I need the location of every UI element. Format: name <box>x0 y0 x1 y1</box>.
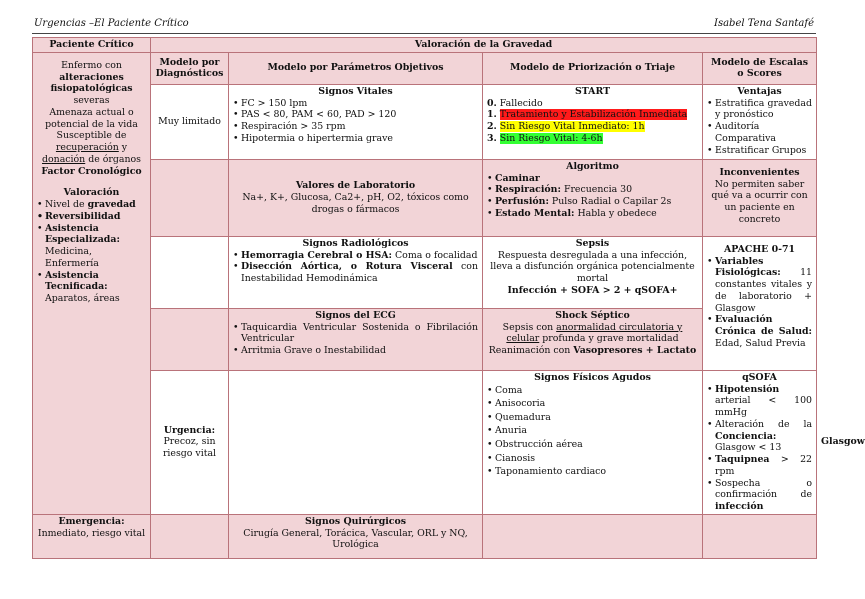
valoracion-item: • Nivel de gravedad <box>37 199 146 211</box>
start-item: 1. Tratamiento y Estabilización Inmediata <box>487 109 688 121</box>
urgencia-text: Precoz, sin riesgo vital <box>162 436 217 460</box>
main-header: Valoración de la Gravedad <box>151 38 817 53</box>
fisicos-list <box>487 384 698 479</box>
critico-l6-end: de órganos <box>85 153 141 165</box>
empty-cell <box>229 370 483 514</box>
list-item: • Estratificar Grupos <box>707 145 812 157</box>
start-list <box>487 98 698 145</box>
signos-vitales-title: Signos Vitales <box>318 85 393 97</box>
empty-cell <box>151 236 229 308</box>
qsofa-cell <box>703 370 817 514</box>
sepsis-text: Respuesta desregulada a una infección, lleva a disfunción orgánica potencialmente mortal <box>490 249 695 284</box>
apache-title: APACHE 0-71 <box>723 243 796 255</box>
list-item: • Caminar <box>487 173 698 185</box>
list-item: • Variables Fisiológicas: 11 constantes vitales y de laboratorio + Glasgow <box>707 256 812 315</box>
list-item: • Obstrucción aérea <box>487 438 698 452</box>
apache-cell <box>703 236 817 370</box>
list-item: • Alteración de la Conciencia: Glasgow < 13 <box>707 419 812 454</box>
emergencia-cell <box>33 514 151 558</box>
list-item: • PAS < 80, PAM < 60, PAD > 120 <box>233 109 478 121</box>
apache-list <box>707 256 812 350</box>
start-item: 3. Sin Riesgo Vital: 4-6h <box>487 132 603 144</box>
list-item: • Anuria <box>487 424 698 438</box>
col-header-escalas: Modelo de Escalas o Scores <box>703 52 817 84</box>
laboratorio-text: Na+, K+, Glucosa, Ca2+, pH, O2, tóxicos como drogas o fármacos <box>242 191 469 215</box>
critico-l2: alteraciones fisiopatológicas <box>50 71 133 95</box>
critico-l5: Susceptible de <box>56 130 127 142</box>
list-item: • Taquipnea > 22 rpm <box>707 454 812 478</box>
critico-l7: Factor Cronológico <box>41 165 142 177</box>
valoracion-item: • Asistencia Tecnificada: Aparatos, áreas <box>37 270 146 305</box>
critico-l6-u2: donación <box>42 153 86 165</box>
list-item: • Sospecha o confirmación de infección <box>707 478 812 513</box>
valoracion-item: • Reversibilidad <box>37 211 146 223</box>
algoritmo-title: Algoritmo <box>566 160 619 172</box>
algoritmo-list <box>487 173 698 220</box>
list-item: • Hemorragia Cerebral o HSA: Coma o focalidad <box>233 250 478 262</box>
shock-text2: Reanimación con Vasopresores + Lactato <box>488 345 697 356</box>
critico-l6-u1: recuperación <box>55 142 119 153</box>
ecg-list <box>233 322 478 357</box>
quirurgicos-text: Cirugía General, Torácica, Vascular, ORL y NQ, Urológica <box>243 527 468 551</box>
urgencia-title: Urgencia: <box>163 424 216 436</box>
ventajas-list <box>707 98 812 157</box>
valoracion-title: Valoración <box>63 187 120 199</box>
muy-limitado: Muy limitado <box>151 84 229 159</box>
start-cell <box>483 84 703 159</box>
signos-vitales-list <box>233 98 478 145</box>
critico-cell <box>33 52 151 514</box>
valoracion-list <box>37 199 146 305</box>
valoracion-table: Paciente Crítico Valoración de la Gravedad Enfermo con alteraciones fisiopatológicas severas Amenaza actual o potencial de la vida Susceptible de recuperación y donación de órganos Factor Cronológico Valoración • Nivel de gravedad • Reversibilidad • Asistencia Especializada: Medicina, Enfermería • Asistencia Tecnificada: Aparatos, áreas Modelo por Diagnósticos Modelo por Parámetros Objetivos Modelo de Priorización o Triaje Modelo de Escalas o Scores Muy limitado Signos Vitales • FC > 150 lpm • PAS < 80, PAM < 60, PAD > 120 • Respiración > 35 rpm • Hipotermia o hipertermia grave START 0. Fallecido 1. Tratamiento y Estabilización Inmediata 2. Sin Riesgo Vital Inmediato: 1h 3. Sin Riesgo Vital: 4-6h Ventajas • Estratifica gravedad y pronóstico • Auditoría Comparativa • Estratificar Grupos Valores de Laboratorio Na+, K+, Glucosa, Ca2+, pH, O2, tóxicos como drogas o fármacos Algoritmo • Caminar • Respiración: Frecuencia 30 • Perfusión: Pulso Radial o Capilar 2s • Estado Mental: Habla y obedece Inconvenientes No permiten saber qué va a ocurrir con un paciente en concreto Signos Radiológicos • Hemorragia Cerebral o HSA: Coma o focalidad • Disección Aórtica, o Rotura Visceral con Inestabilidad Hemodinámica Sepsis Respuesta desregulada a una infección, lleva a disfunción orgánica potencialmente mortal Infección + SOFA > 2 + qSOFA+ APACHE 0-71 • Variables Fisiológicas: 11 constantes vitales y de laboratorio + Glasgow • Evaluación Crónica de Salud: Edad, Salud Previa Signos del ECG • Taquicardia Ventricular Sostenida o Fibrilación Ventricular • Arritmia Grave o Inestabilidad Shock Séptico Sepsis con anormalidad circulatoria y celular profunda y grave mortalidad Reanimación con Vasopresores + Lactato Urgencia: Precoz, sin riesgo vital Signos Físicos Agudos • Coma • Anisocoria • Quemadura • Anuria • Obstrucción aérea • Cianosis • Taponamiento cardiaco qSOFA • Hipotensión arterial < 100 mmHg • Alteración de la Conciencia: Glasgow < 13 • Taquipnea > 22 rpm • Sospecha o confirmación de infección Glasgow Emergencia: Inmediato, riesgo vital Signos Quirúrgicos Cirugía General, Torácica, Vascular, ORL y NQ, Urológica <box>32 37 817 559</box>
inconvenientes-cell <box>703 159 817 236</box>
list-item: • FC > 150 lpm <box>233 98 478 110</box>
empty-cell <box>151 514 229 558</box>
radiologicos-title: Signos Radiológicos <box>302 237 409 249</box>
col-header-parametros: Modelo por Parámetros Objetivos <box>229 52 483 84</box>
ventajas-cell <box>703 84 817 159</box>
shock-title: Shock Séptico <box>555 309 630 321</box>
list-item: • Coma <box>487 384 698 398</box>
col-header-triaje: Modelo de Priorización o Triaje <box>483 52 703 84</box>
list-item: • Hipotermia o hipertermia grave <box>233 133 478 145</box>
algoritmo-cell <box>483 159 703 236</box>
list-item: • Perfusión: Pulso Radial o Capilar 2s <box>487 196 698 208</box>
sepsis-cell <box>483 236 703 308</box>
start-title: START <box>574 85 611 97</box>
critico-l6 <box>37 142 146 166</box>
qsofa-list <box>707 384 812 513</box>
ecg-title: Signos del ECG <box>315 309 396 321</box>
list-item: • Estratifica gravedad y pronóstico <box>707 98 812 122</box>
sepsis-formula: Infección + SOFA > 2 + qSOFA+ <box>507 284 678 296</box>
critico-l1: Enfermo con <box>61 59 122 71</box>
signos-vitales-cell <box>229 84 483 159</box>
list-item: • Estado Mental: Habla y obedece <box>487 208 698 220</box>
quirurgicos-cell <box>229 514 483 558</box>
ventajas-title: Ventajas <box>737 85 782 97</box>
inconvenientes-title: Inconvenientes <box>719 166 800 178</box>
critico-l3: severas <box>73 95 110 106</box>
empty-cell <box>703 514 817 558</box>
critico-l4: Amenaza actual o potencial de la vida <box>45 106 138 130</box>
list-item: • Taponamiento cardiaco <box>487 465 698 479</box>
critico-l6-mid: y <box>118 142 128 153</box>
list-item: • Hipotensión arterial < 100 mmHg <box>707 384 812 419</box>
fisicos-cell <box>483 370 703 514</box>
emergencia-title: Emergencia: <box>58 515 125 527</box>
sepsis-title: Sepsis <box>575 237 610 249</box>
list-item: • Evaluación Crónica de Salud: Edad, Salud Previa <box>707 314 812 349</box>
urgencia-cell <box>151 370 229 514</box>
radiologicos-cell <box>229 236 483 308</box>
ecg-cell <box>229 308 483 370</box>
list-item: • Arritmia Grave o Inestabilidad <box>233 345 478 357</box>
empty-cell <box>151 308 229 370</box>
fisicos-title: Signos Físicos Agudos <box>534 371 651 383</box>
laboratorio-title: Valores de Laboratorio <box>295 180 416 192</box>
laboratorio-cell <box>229 159 483 236</box>
col1-header: Paciente Crítico <box>33 38 151 53</box>
radiologicos-list <box>233 250 478 285</box>
start-item: 2. Sin Riesgo Vital Inmediato: 1h <box>487 121 645 132</box>
list-item: • Anisocoria <box>487 397 698 411</box>
shock-cell <box>483 308 703 370</box>
header-divider <box>32 33 816 34</box>
shock-text: Sepsis con anormalidad circulatoria y celular profunda y grave mortalidad <box>502 321 683 345</box>
list-item: • Cianosis <box>487 452 698 466</box>
empty-cell <box>151 159 229 236</box>
list-item: • Respiración > 35 rpm <box>233 121 478 133</box>
inconvenientes-text: No permiten saber qué va a ocurrir con un paciente en concreto <box>711 178 808 225</box>
quirurgicos-title: Signos Quirúrgicos <box>304 515 407 527</box>
start-item: 0. Fallecido <box>487 97 543 109</box>
list-item: • Quemadura <box>487 411 698 425</box>
list-item: • Respiración: Frecuencia 30 <box>487 184 698 196</box>
header-right: Isabel Tena Santafé <box>714 18 814 29</box>
valoracion-item: • Asistencia Especializada: Medicina, Enfermería <box>37 223 146 270</box>
header-left: Urgencias –El Paciente Crítico <box>34 18 189 29</box>
empty-cell <box>483 514 703 558</box>
list-item: • Taquicardia Ventricular Sostenida o Fibrilación Ventricular <box>233 322 478 346</box>
qsofa-title: qSOFA <box>742 371 777 383</box>
list-item: • Disección Aórtica, o Rotura Visceral con Inestabilidad Hemodinámica <box>233 261 478 285</box>
col-header-diagnosticos: Modelo por Diagnósticos <box>151 52 229 84</box>
emergencia-text: Inmediato, riesgo vital <box>37 527 146 539</box>
list-item: • Auditoría Comparativa <box>707 121 812 145</box>
